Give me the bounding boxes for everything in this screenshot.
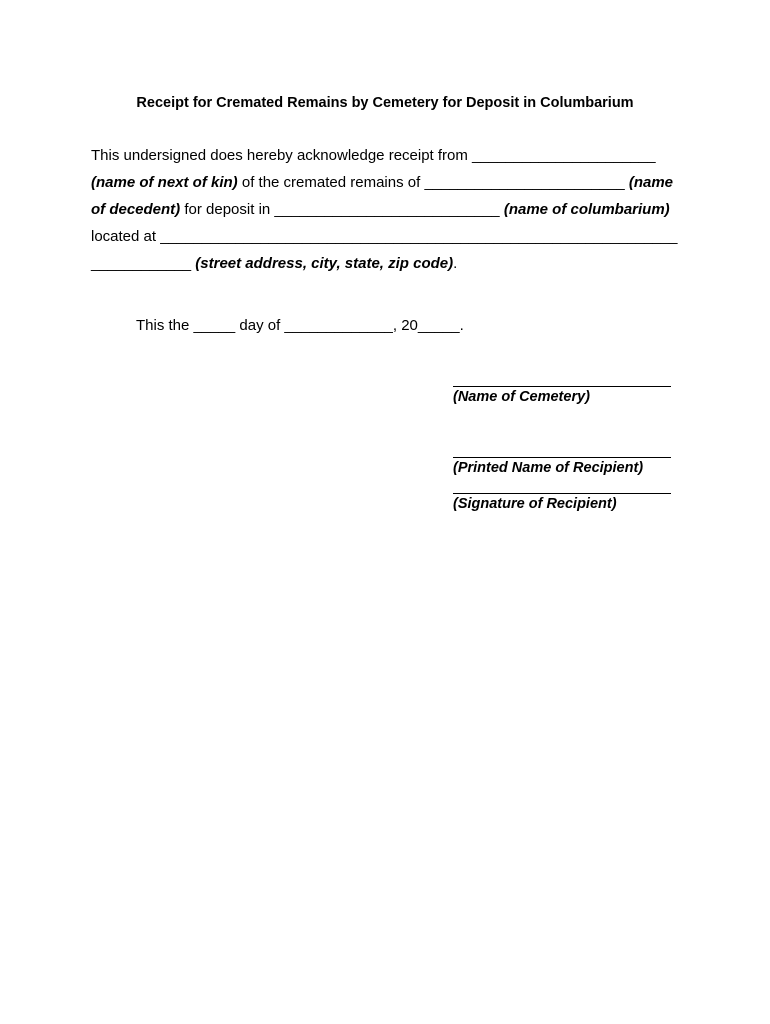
address-blank: ____________ xyxy=(91,255,196,272)
body-line-5 xyxy=(91,254,457,274)
printed-name-label: (Printed Name of Recipient) xyxy=(453,460,644,476)
document-title: Receipt for Cremated Remains by Cemetery for Deposit in Columbarium xyxy=(136,95,634,111)
receipt-from-text: This undersigned does hereby acknowledge receipt from ______________________ xyxy=(91,147,656,164)
signature-label: (Signature of Recipient) xyxy=(453,496,617,512)
body-line-2 xyxy=(91,173,673,193)
cremated-remains-text: of the cremated remains of ________________________ xyxy=(237,174,629,191)
cemetery-name-label: (Name of Cemetery) xyxy=(453,389,590,405)
address-label: (street address, city, state, zip code) xyxy=(195,255,454,272)
located-at-text: located at ______________________________________________________________ xyxy=(91,228,678,245)
line-end-period: . xyxy=(453,255,458,272)
body-line-1 xyxy=(91,146,656,166)
date-line: This the _____ day of _____________, 20_____. xyxy=(136,317,464,334)
decedent-label: of decedent) xyxy=(91,201,181,218)
body-line-3 xyxy=(91,200,670,220)
deposit-in-text: for deposit in ___________________________ xyxy=(180,201,504,218)
body-line-4 xyxy=(91,227,677,247)
columbarium-label: (name of columbarium) xyxy=(503,201,670,218)
name-label-start: (name xyxy=(628,174,674,191)
next-of-kin-label: (name of next of kin) xyxy=(91,174,238,191)
